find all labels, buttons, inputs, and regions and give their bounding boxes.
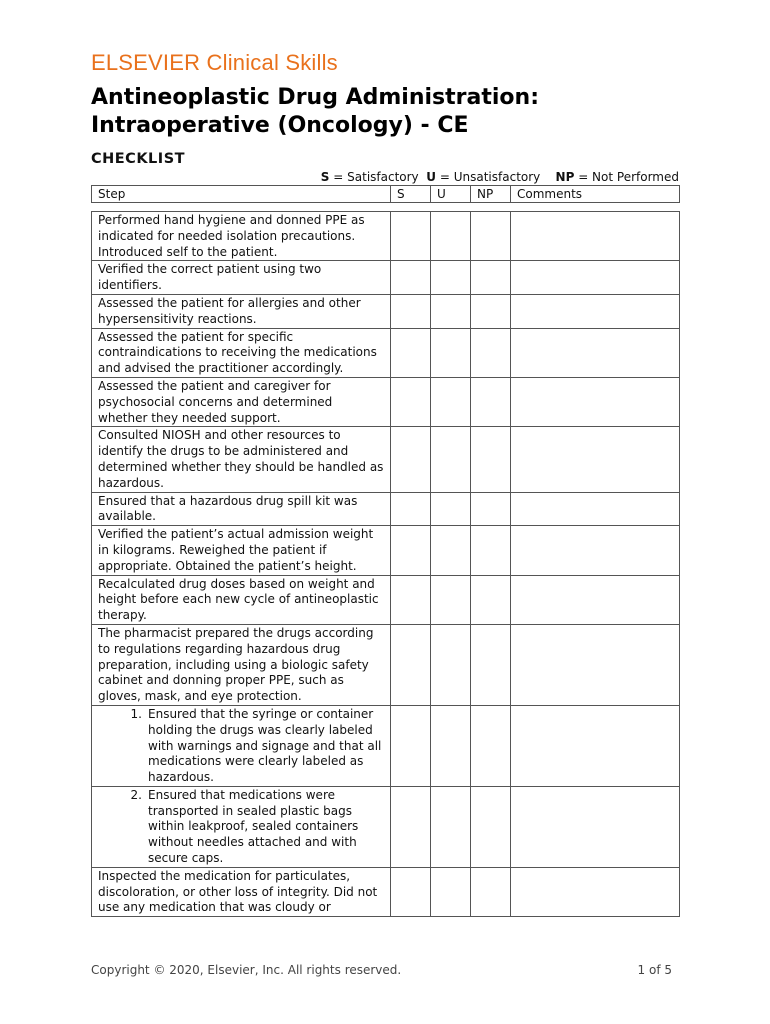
step-cell — [92, 705, 391, 786]
table-row — [92, 294, 680, 328]
u-cell[interactable] — [431, 261, 471, 295]
step-cell — [92, 427, 391, 492]
s-cell[interactable] — [391, 624, 431, 705]
column-header-u: U — [431, 186, 471, 203]
step-text: Assessed the patient for specific contraindications to receiving the medications and advised the practitioner accordingly. — [98, 329, 377, 376]
comments-cell[interactable] — [511, 427, 680, 492]
step-text: Recalculated drug doses based on weight and height before each new cycle of antineoplastic therapy. — [98, 576, 379, 623]
comments-cell[interactable] — [511, 261, 680, 295]
legend-u-text: = Unsatisfactory — [436, 170, 556, 184]
title-line-2: Intraoperative (Oncology) - CE — [91, 113, 469, 138]
u-cell[interactable] — [431, 867, 471, 916]
comments-cell[interactable] — [511, 294, 680, 328]
step-cell — [92, 492, 391, 526]
sub-step — [98, 707, 384, 786]
u-cell[interactable] — [431, 294, 471, 328]
s-cell[interactable] — [391, 427, 431, 492]
np-cell[interactable] — [471, 867, 511, 916]
s-cell[interactable] — [391, 212, 431, 261]
np-cell[interactable] — [471, 261, 511, 295]
table-row — [92, 624, 680, 705]
step-cell — [92, 261, 391, 295]
step-text: Verified the correct patient using two identifiers. — [98, 262, 322, 293]
column-header-comments: Comments — [511, 186, 680, 203]
sub-step-number: 1. — [130, 706, 142, 721]
np-cell[interactable] — [471, 786, 511, 867]
step-cell — [92, 867, 391, 916]
s-cell[interactable] — [391, 492, 431, 526]
step-text: Verified the patient’s actual admission weight in kilograms. Reweighed the patient if appropriate. Obtained the patient’s height. — [98, 527, 374, 573]
u-cell[interactable] — [431, 705, 471, 786]
np-cell[interactable] — [471, 427, 511, 492]
legend-u-key: U — [426, 170, 437, 184]
comments-cell[interactable] — [511, 328, 680, 377]
step-cell — [92, 212, 391, 261]
step-text: Inspected the medication for particulates, discoloration, or other loss of integrity. Did not use any medication that was cloudy or — [98, 868, 378, 915]
table-row — [92, 867, 680, 916]
comments-cell[interactable] — [511, 867, 680, 916]
table-row — [92, 786, 680, 867]
step-cell — [92, 786, 391, 867]
step-cell — [92, 294, 391, 328]
legend-np-key: NP — [555, 170, 575, 184]
np-cell[interactable] — [471, 377, 511, 426]
step-cell — [92, 377, 391, 426]
table-row — [92, 705, 680, 786]
s-cell[interactable] — [391, 575, 431, 624]
footer-copyright: Copyright © 2020, Elsevier, Inc. All rights reserved. — [91, 963, 402, 977]
legend-np-text: = Not Performed — [574, 170, 679, 184]
s-cell[interactable] — [391, 786, 431, 867]
np-cell[interactable] — [471, 294, 511, 328]
u-cell[interactable] — [431, 377, 471, 426]
s-cell[interactable] — [391, 294, 431, 328]
u-cell[interactable] — [431, 786, 471, 867]
u-cell[interactable] — [431, 427, 471, 492]
legend-s-key: S — [320, 170, 330, 184]
step-text: Assessed the patient and caregiver for psychosocial concerns and determined whether they needed support. — [98, 378, 333, 425]
step-cell — [92, 526, 391, 575]
column-header-s: S — [391, 186, 431, 203]
footer-page-number: 1 of 5 — [637, 963, 672, 977]
u-cell[interactable] — [431, 212, 471, 261]
sub-step — [98, 788, 384, 867]
table-row — [92, 261, 680, 295]
checklist-rows — [92, 212, 680, 917]
u-cell[interactable] — [431, 526, 471, 575]
step-text: Performed hand hygiene and donned PPE as indicated for needed isolation precautions. Introduced self to the patient. — [98, 213, 365, 259]
column-header-np: NP — [471, 186, 511, 203]
u-cell[interactable] — [431, 328, 471, 377]
step-text: Assessed the patient for allergies and other hypersensitivity reactions. — [98, 295, 361, 326]
s-cell[interactable] — [391, 328, 431, 377]
table-row — [92, 427, 680, 492]
checklist-table — [91, 211, 680, 917]
step-cell — [92, 575, 391, 624]
np-cell[interactable] — [471, 705, 511, 786]
step-text: Ensured that the syringe or container holding the drugs was clearly labeled with warnings and signage and that all medications were clearly labeled as hazardous. — [148, 706, 382, 785]
rating-legend — [321, 170, 679, 184]
step-text: Ensured that a hazardous drug spill kit was available. — [98, 493, 358, 524]
title-line-1: Antineoplastic Drug Administration: — [91, 85, 539, 110]
comments-cell[interactable] — [511, 377, 680, 426]
s-cell[interactable] — [391, 261, 431, 295]
np-cell[interactable] — [471, 624, 511, 705]
table-row — [92, 492, 680, 526]
section-heading: CHECKLIST — [91, 151, 186, 167]
table-row — [92, 526, 680, 575]
step-cell — [92, 624, 391, 705]
step-cell — [92, 328, 391, 377]
np-cell[interactable] — [471, 492, 511, 526]
np-cell[interactable] — [471, 328, 511, 377]
table-row — [92, 377, 680, 426]
step-text: Consulted NIOSH and other resources to identify the drugs to be administered and determined whether they should be handled as hazardous. — [98, 428, 384, 490]
s-cell[interactable] — [391, 705, 431, 786]
step-text: The pharmacist prepared the drugs according to regulations regarding hazardous drug preparation, including using a biologic safety cabinet and donning proper PPE, such as gloves, mask, and eye protection. — [98, 625, 374, 704]
brand-logo: ELSEVIER Clinical Skills — [91, 50, 338, 75]
s-cell[interactable] — [391, 867, 431, 916]
comments-cell[interactable] — [511, 212, 680, 261]
step-text: Ensured that medications were transported in sealed plastic bags within leakproof, sealed containers without needles attached and with secure caps. — [148, 787, 359, 866]
table-row — [92, 212, 680, 261]
comments-cell[interactable] — [511, 624, 680, 705]
column-header-step: Step — [92, 186, 391, 203]
legend-s-text: = Satisfactory — [329, 170, 427, 184]
np-cell[interactable] — [471, 575, 511, 624]
comments-cell[interactable] — [511, 786, 680, 867]
comments-cell[interactable] — [511, 575, 680, 624]
checklist-header-table — [91, 185, 680, 203]
s-cell[interactable] — [391, 377, 431, 426]
document-title — [91, 84, 691, 140]
np-cell[interactable] — [471, 526, 511, 575]
np-cell[interactable] — [471, 212, 511, 261]
table-row — [92, 328, 680, 377]
comments-cell[interactable] — [511, 492, 680, 526]
s-cell[interactable] — [391, 526, 431, 575]
u-cell[interactable] — [431, 575, 471, 624]
comments-cell[interactable] — [511, 705, 680, 786]
sub-step-number: 2. — [130, 787, 142, 802]
header-row — [92, 186, 680, 203]
table-row — [92, 575, 680, 624]
u-cell[interactable] — [431, 624, 471, 705]
u-cell[interactable] — [431, 492, 471, 526]
comments-cell[interactable] — [511, 526, 680, 575]
